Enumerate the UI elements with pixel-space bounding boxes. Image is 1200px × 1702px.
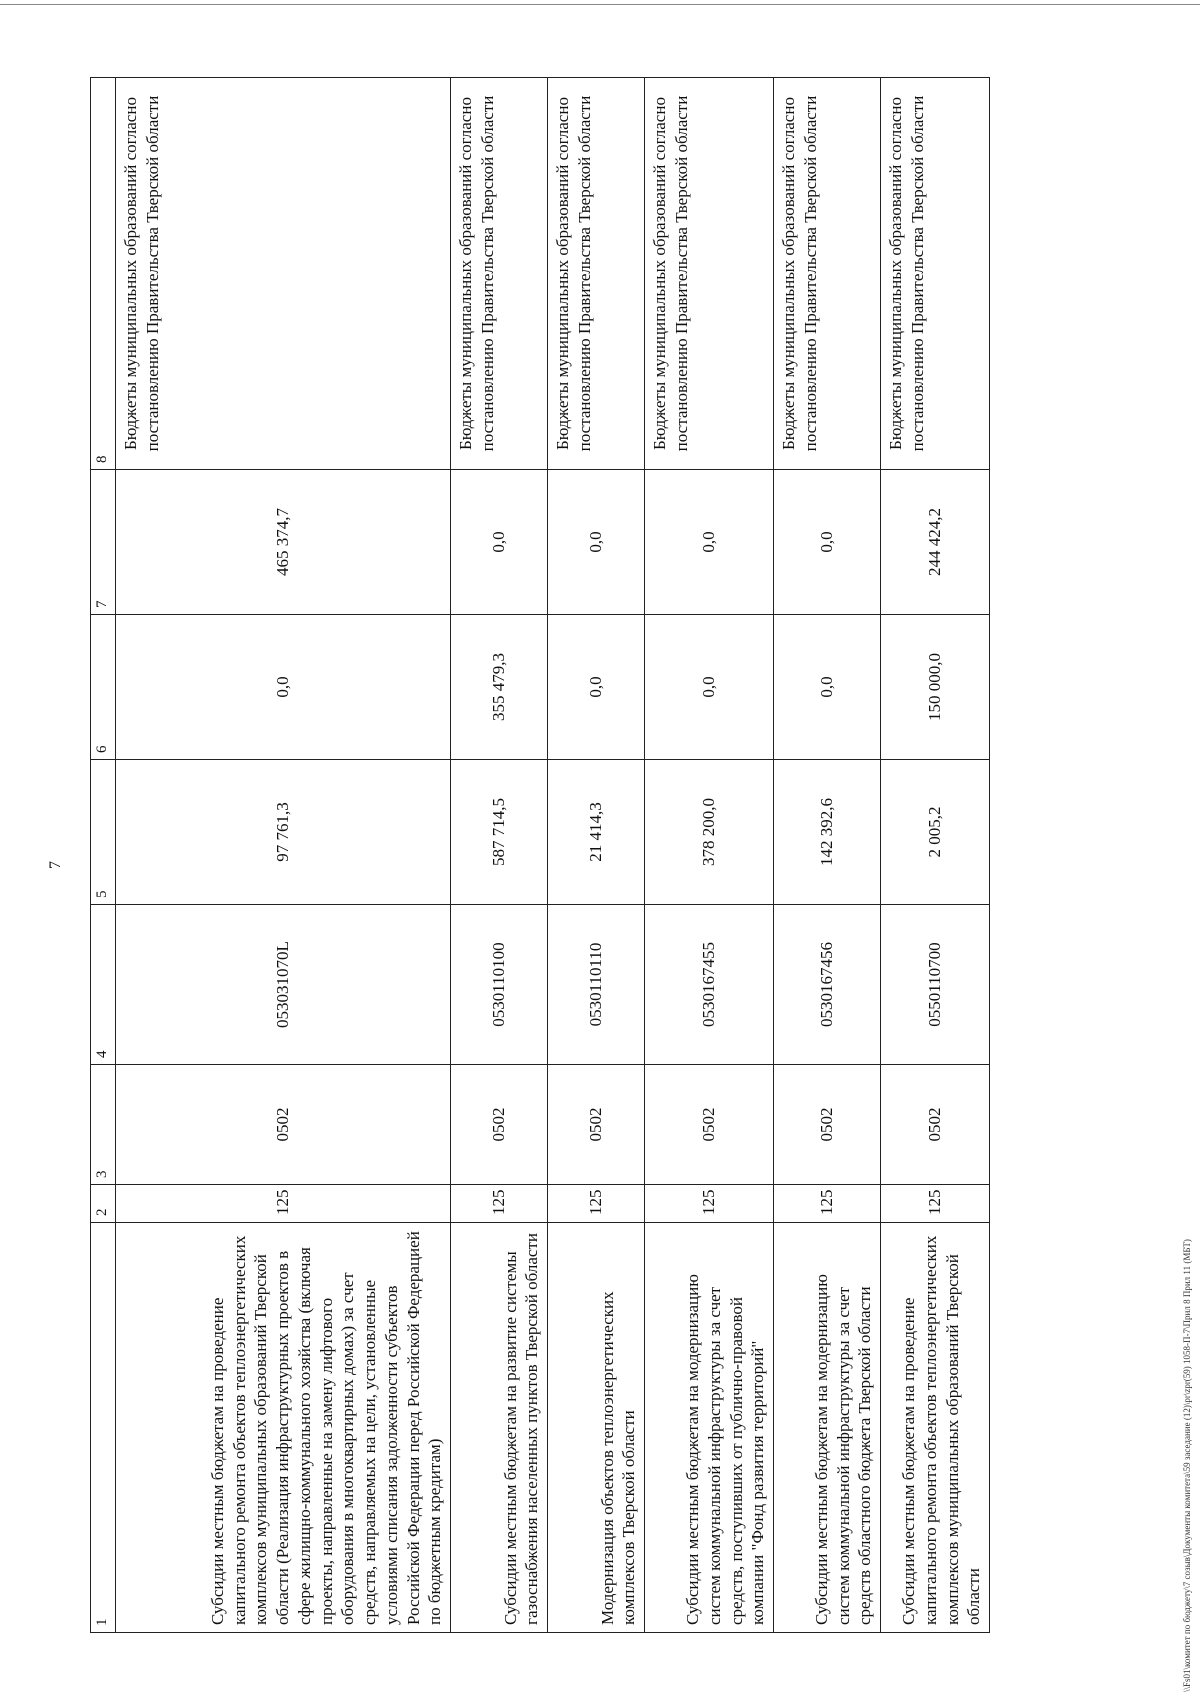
table-row [774, 78, 881, 1633]
row-description: Субсидии местным бюджетам на модернизацию систем коммунальной инфраструктуры за счет средств, поступивших от публично-правовой компании "Фонд развития территорий" [645, 1223, 774, 1633]
row-amount-7: 0,0 [645, 470, 774, 615]
header-cell-6: 6 [91, 615, 116, 760]
row-target-code: 0530167456 [774, 905, 881, 1065]
header-cell-3: 3 [91, 1065, 116, 1185]
row-admin-code: 125 [881, 1185, 990, 1223]
row-target-code: 053031070L [116, 905, 451, 1065]
table-row [451, 78, 548, 1633]
row-amount-5: 2 005,2 [881, 760, 990, 905]
header-cell-5: 5 [91, 760, 116, 905]
row-amount-6: 0,0 [774, 615, 881, 760]
top-border-line [0, 4, 1200, 5]
page-number: 7 [47, 861, 64, 869]
row-amount-7: 0,0 [774, 470, 881, 615]
row-target-code: 0550110700 [881, 905, 990, 1065]
header-cell-7: 7 [91, 470, 116, 615]
row-target-code: 0530110100 [451, 905, 548, 1065]
table-row [548, 78, 645, 1633]
row-section-code: 0502 [774, 1065, 881, 1185]
table-header-row [91, 78, 116, 1633]
row-description: Субсидии местным бюджетам на проведение капитального ремонта объектов теплоэнергетических комплексов муниципальных образований Тверской области (Реализация инфраструктурных проектов в сфере жилищно-коммунального хозяйства (включая проекты, направленные на замену лифтового оборудования в многоквартирных домах) за счет средств, направляемых на цели, установленные условиями списания задолженности субъектов Российской Федерации перед Российской Федерацией по бюджетным кредитам) [116, 1223, 451, 1633]
header-cell-1: 1 [91, 1223, 116, 1633]
header-cell-2: 2 [91, 1185, 116, 1223]
row-amount-7: 0,0 [548, 470, 645, 615]
rotated-page-content [90, 78, 1090, 1633]
row-admin-code: 125 [645, 1185, 774, 1223]
table-row [116, 78, 451, 1633]
row-section-code: 0502 [548, 1065, 645, 1185]
row-description: Субсидии местным бюджетам на проведение капитального ремонта объектов теплоэнергетических комплексов муниципальных образований Тверской области [881, 1223, 990, 1633]
table-row [881, 78, 990, 1633]
row-target-code: 0530110110 [548, 905, 645, 1065]
row-admin-code: 125 [774, 1185, 881, 1223]
row-amount-5: 142 392,6 [774, 760, 881, 905]
row-section-code: 0502 [451, 1065, 548, 1185]
row-recipient: Бюджеты муниципальных образований согласно постановлению Правительства Тверской области [116, 78, 451, 470]
row-description: Субсидии местным бюджетам на модернизацию систем коммунальной инфраструктуры за счет средств областного бюджета Тверской области [774, 1223, 881, 1633]
row-section-code: 0502 [645, 1065, 774, 1185]
row-target-code: 0530167455 [645, 905, 774, 1065]
row-amount-5: 378 200,0 [645, 760, 774, 905]
row-amount-5: 587 714,5 [451, 760, 548, 905]
header-cell-8: 8 [91, 78, 116, 470]
row-amount-6: 355 479,3 [451, 615, 548, 760]
row-recipient: Бюджеты муниципальных образований согласно постановлению Правительства Тверской области [451, 78, 548, 470]
row-recipient: Бюджеты муниципальных образований согласно постановлению Правительства Тверской области [645, 78, 774, 470]
row-amount-6: 0,0 [645, 615, 774, 760]
table-row [645, 78, 774, 1633]
footer-file-path: \\Fs01\комитет по бюджету\7 созыв\Документы комитета\59 заседание (12)\pr\zpr(59) 1058-П-7\Прил 8 Прил 11 (МБТ) [1182, 1239, 1192, 1692]
header-cell-4: 4 [91, 905, 116, 1065]
row-amount-6: 0,0 [116, 615, 451, 760]
row-admin-code: 125 [116, 1185, 451, 1223]
row-recipient: Бюджеты муниципальных образований согласно постановлению Правительства Тверской области [774, 78, 881, 470]
row-recipient: Бюджеты муниципальных образований согласно постановлению Правительства Тверской области [881, 78, 990, 470]
row-admin-code: 125 [548, 1185, 645, 1223]
row-amount-6: 150 000,0 [881, 615, 990, 760]
row-admin-code: 125 [451, 1185, 548, 1223]
row-amount-7: 465 374,7 [116, 470, 451, 615]
row-section-code: 0502 [116, 1065, 451, 1185]
row-description: Модернизация объектов теплоэнергетических комплексов Тверской области [548, 1223, 645, 1633]
row-amount-7: 0,0 [451, 470, 548, 615]
budget-table [90, 77, 990, 1633]
row-description: Субсидии местным бюджетам на развитие системы газоснабжения населенных пунктов Тверской области [451, 1223, 548, 1633]
row-amount-7: 244 424,2 [881, 470, 990, 615]
row-recipient: Бюджеты муниципальных образований согласно постановлению Правительства Тверской области [548, 78, 645, 470]
row-amount-5: 21 414,3 [548, 760, 645, 905]
row-amount-5: 97 761,3 [116, 760, 451, 905]
row-section-code: 0502 [881, 1065, 990, 1185]
row-amount-6: 0,0 [548, 615, 645, 760]
